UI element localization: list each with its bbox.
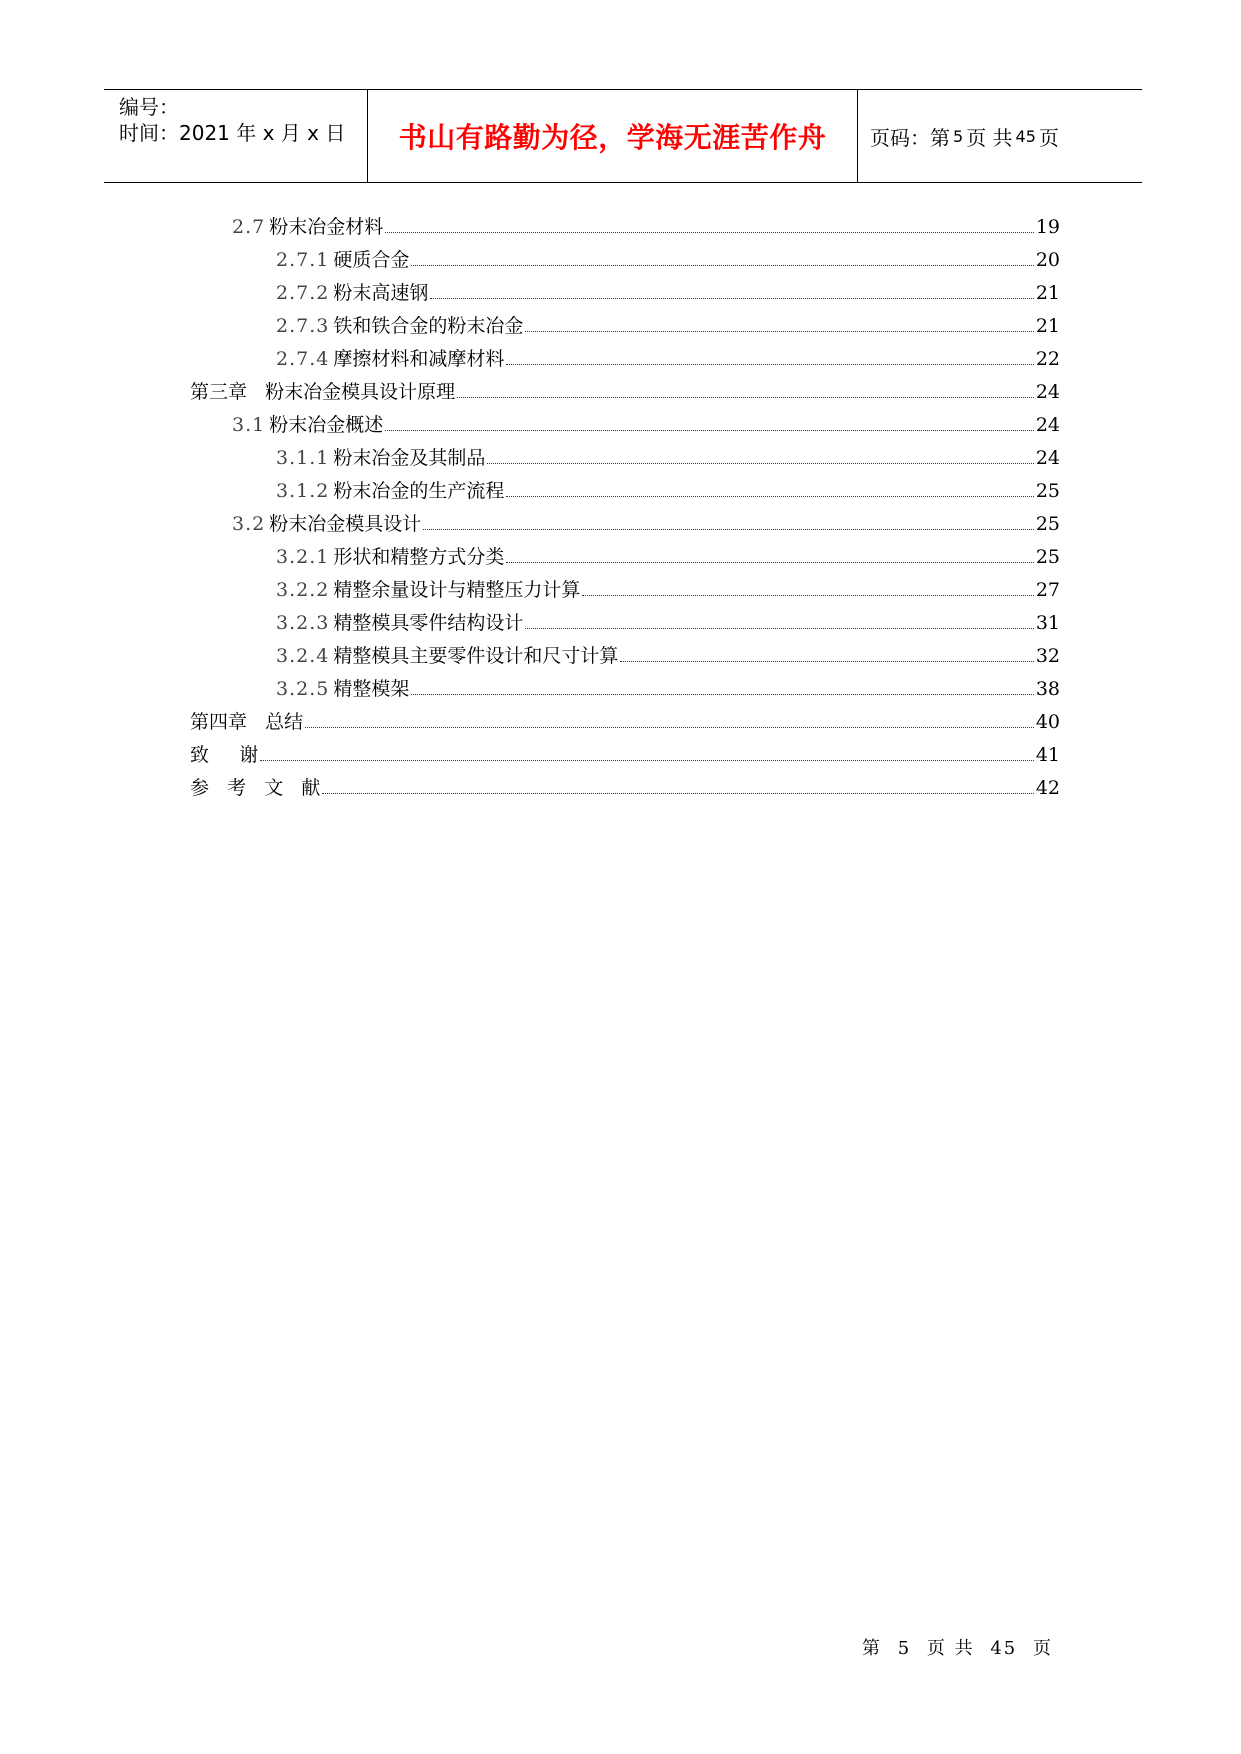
toc-leader-dots — [260, 759, 1034, 761]
toc-entry-title: 形状和精整方式分类 — [333, 546, 505, 568]
toc-leader-dots — [430, 297, 1033, 299]
toc-entry[interactable] — [190, 245, 1060, 278]
toc-entry-page: 32 — [1035, 645, 1060, 667]
header-page-number: 5 — [953, 126, 964, 146]
toc-entry[interactable] — [190, 278, 1060, 311]
header-page-suffix: 页 — [1038, 125, 1059, 150]
toc-entry-number: 3.2.5 — [276, 678, 330, 700]
toc-entry-title: 粉末冶金及其制品 — [333, 447, 486, 469]
toc-entry-page: 24 — [1035, 414, 1060, 436]
footer-page-number: 5 — [897, 1638, 912, 1659]
toc-entry[interactable] — [190, 410, 1060, 443]
toc-entry-title: 精整模具主要零件设计和尺寸计算 — [333, 645, 619, 667]
page-header — [104, 89, 1142, 183]
header-page-mid: 页 共 — [966, 125, 1013, 150]
toc-entry-page: 24 — [1035, 447, 1060, 469]
toc-leader-dots — [423, 528, 1034, 530]
toc-entry-page: 25 — [1035, 513, 1060, 535]
toc-leader-dots — [385, 429, 1034, 431]
header-page-info — [858, 90, 1142, 182]
header-page-total: 45 — [1015, 126, 1036, 146]
toc-leader-dots — [487, 462, 1033, 464]
toc-entry-number: 3.1 — [232, 414, 266, 436]
toc-entry[interactable] — [190, 740, 1060, 773]
header-page-prefix: 页码：第 — [870, 125, 950, 150]
footer-page-total: 45 — [990, 1638, 1018, 1659]
footer-mid: 页 共 — [926, 1638, 975, 1659]
toc-entry-title: 粉末冶金概述 — [269, 414, 384, 436]
toc-entry-page: 25 — [1035, 480, 1060, 502]
footer-suffix: 页 — [1033, 1638, 1053, 1659]
page-footer — [858, 1634, 1057, 1660]
toc-entry[interactable] — [190, 674, 1060, 707]
toc-entry-page: 22 — [1035, 348, 1060, 370]
toc-entry-title: 粉末冶金的生产流程 — [333, 480, 505, 502]
toc-entry-number: 2.7.3 — [276, 315, 330, 337]
toc-entry[interactable] — [190, 344, 1060, 377]
toc-entry[interactable] — [190, 509, 1060, 542]
document-number-label: 编号： — [119, 95, 179, 119]
toc-entry-number: 2.7.1 — [276, 249, 330, 271]
toc-entry-page: 20 — [1035, 249, 1060, 271]
toc-entry-page: 41 — [1035, 744, 1060, 766]
toc-entry-title: 第四章 总结 — [190, 711, 304, 733]
toc-entry-title: 精整模架 — [333, 678, 410, 700]
toc-entry-page: 40 — [1035, 711, 1060, 733]
toc-entry-page: 24 — [1035, 381, 1060, 403]
toc-entry-number: 2.7.2 — [276, 282, 330, 304]
document-date: 时间：2021 年 x 月 x 日 — [119, 121, 346, 145]
toc-leader-dots — [525, 330, 1033, 332]
toc-entry-number: 3.2.4 — [276, 645, 330, 667]
toc-entry-title: 致 谢 — [190, 744, 259, 766]
toc-leader-dots — [457, 396, 1034, 398]
toc-leader-dots — [506, 561, 1033, 563]
toc-entry-title: 参 考 文 献 — [190, 777, 321, 799]
toc-entry-number: 2.7 — [232, 216, 266, 238]
toc-leader-dots — [506, 363, 1033, 365]
toc-entry-number: 3.2.3 — [276, 612, 330, 634]
header-motto: 书山有路勤为径，学海无涯苦作舟 — [368, 90, 858, 182]
toc-leader-dots — [411, 264, 1033, 266]
toc-entry-number: 3.2.2 — [276, 579, 330, 601]
toc-entry-title: 硬质合金 — [333, 249, 410, 271]
toc-entry-title: 铁和铁合金的粉末冶金 — [333, 315, 524, 337]
toc-entry[interactable] — [190, 377, 1060, 410]
toc-entry-number: 2.7.4 — [276, 348, 330, 370]
table-of-contents — [190, 212, 1060, 806]
toc-leader-dots — [411, 693, 1033, 695]
toc-leader-dots — [385, 231, 1034, 233]
toc-entry-title: 粉末冶金材料 — [269, 216, 384, 238]
toc-entry-title: 摩擦材料和减摩材料 — [333, 348, 505, 370]
toc-entry-number: 3.2 — [232, 513, 266, 535]
toc-entry-page: 19 — [1035, 216, 1060, 238]
toc-entry-title: 粉末高速钢 — [333, 282, 429, 304]
toc-entry-page: 31 — [1035, 612, 1060, 634]
toc-entry[interactable] — [190, 773, 1060, 806]
toc-entry-page: 21 — [1035, 315, 1060, 337]
toc-entry-number: 3.1.2 — [276, 480, 330, 502]
header-left-cell — [104, 90, 368, 182]
toc-entry-number: 3.1.1 — [276, 447, 330, 469]
toc-entry[interactable] — [190, 707, 1060, 740]
toc-entry[interactable] — [190, 476, 1060, 509]
toc-entry[interactable] — [190, 542, 1060, 575]
toc-entry-page: 21 — [1035, 282, 1060, 304]
toc-entry-number: 3.2.1 — [276, 546, 330, 568]
toc-entry-page: 25 — [1035, 546, 1060, 568]
toc-entry-title: 粉末冶金模具设计 — [269, 513, 422, 535]
toc-entry[interactable] — [190, 608, 1060, 641]
toc-leader-dots — [620, 660, 1033, 662]
toc-entry-page: 38 — [1035, 678, 1060, 700]
toc-entry-title: 精整余量设计与精整压力计算 — [333, 579, 581, 601]
toc-leader-dots — [305, 726, 1034, 728]
toc-entry[interactable] — [190, 212, 1060, 245]
toc-entry-page: 42 — [1035, 777, 1060, 799]
footer-prefix: 第 — [861, 1638, 882, 1659]
toc-entry[interactable] — [190, 443, 1060, 476]
toc-entry[interactable] — [190, 311, 1060, 344]
toc-entry[interactable] — [190, 641, 1060, 674]
toc-entry-title: 精整模具零件结构设计 — [333, 612, 524, 634]
toc-entry-page: 27 — [1035, 579, 1060, 601]
toc-leader-dots — [322, 792, 1033, 794]
toc-entry[interactable] — [190, 575, 1060, 608]
toc-leader-dots — [525, 627, 1033, 629]
toc-leader-dots — [582, 594, 1033, 596]
toc-leader-dots — [506, 495, 1033, 497]
toc-entry-title: 第三章 粉末冶金模具设计原理 — [190, 381, 456, 403]
